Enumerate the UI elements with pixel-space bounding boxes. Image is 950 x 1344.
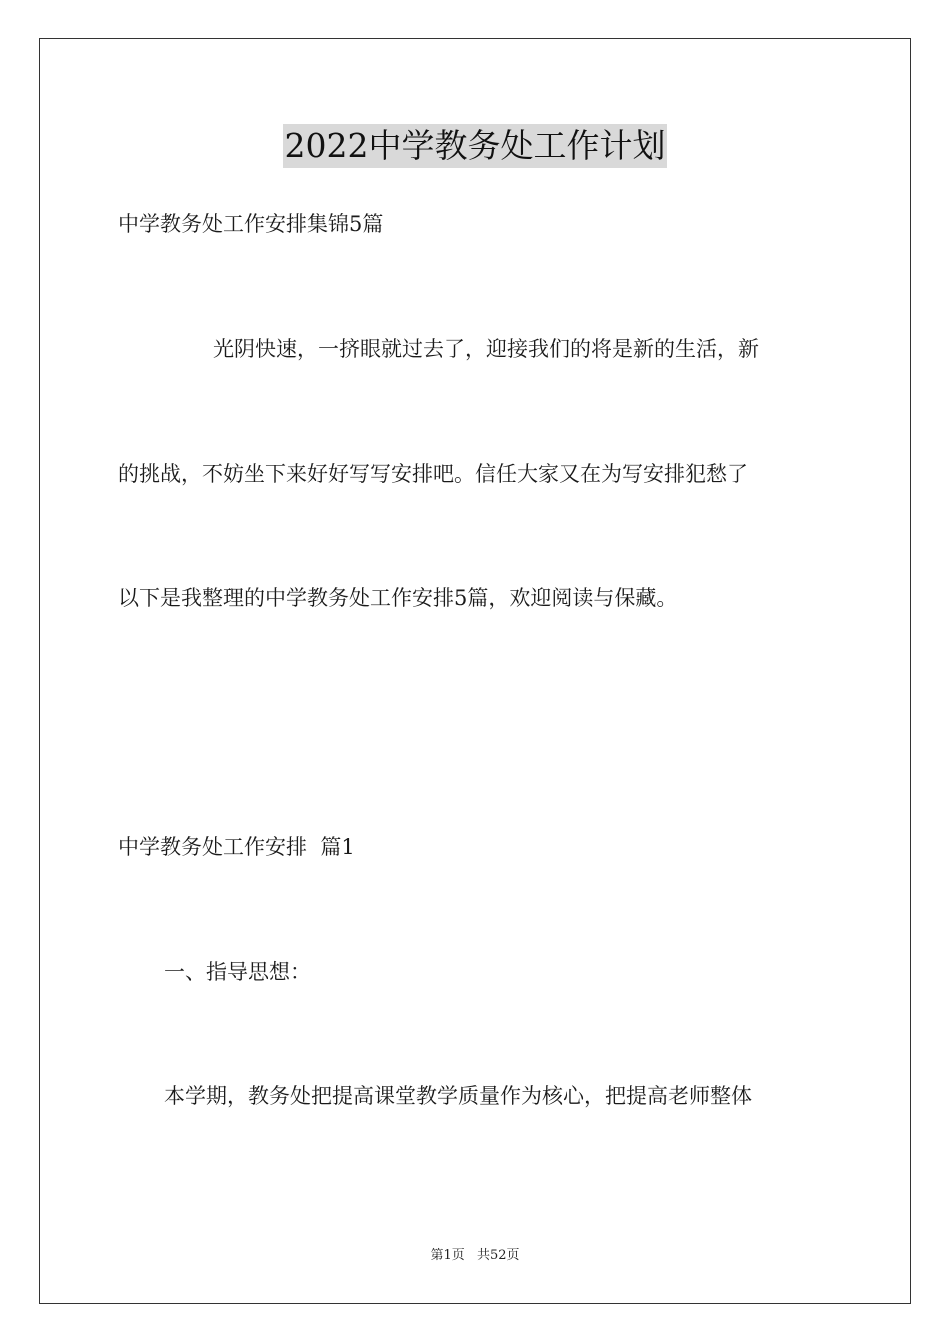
page-footer — [0, 1247, 950, 1265]
document-subtitle: 中学教务处工作安排集锦5篇 — [118, 212, 384, 236]
section-heading: 中学教务处工作安排 篇1 — [118, 835, 355, 859]
page-number: 第1页 — [430, 1248, 465, 1263]
title-container — [0, 124, 950, 168]
paragraph-line-2: 的挑战，不妨坐下来好好写写安排吧。信任大家又在为写安排犯愁了 — [118, 462, 748, 486]
paragraph-line-1: 光阴快速，一挤眼就过去了，迎接我们的将是新的生活，新 — [213, 337, 759, 361]
body-line: 本学期，教务处把提高课堂教学质量作为核心，把提高老师整体 — [164, 1084, 752, 1108]
page-total: 共52页 — [476, 1248, 520, 1263]
document-title: 2022中学教务处工作计划 — [283, 124, 668, 168]
subheading: 一、指导思想： — [164, 960, 311, 984]
paragraph-line-3: 以下是我整理的中学教务处工作安排5篇，欢迎阅读与保藏。 — [118, 586, 678, 610]
